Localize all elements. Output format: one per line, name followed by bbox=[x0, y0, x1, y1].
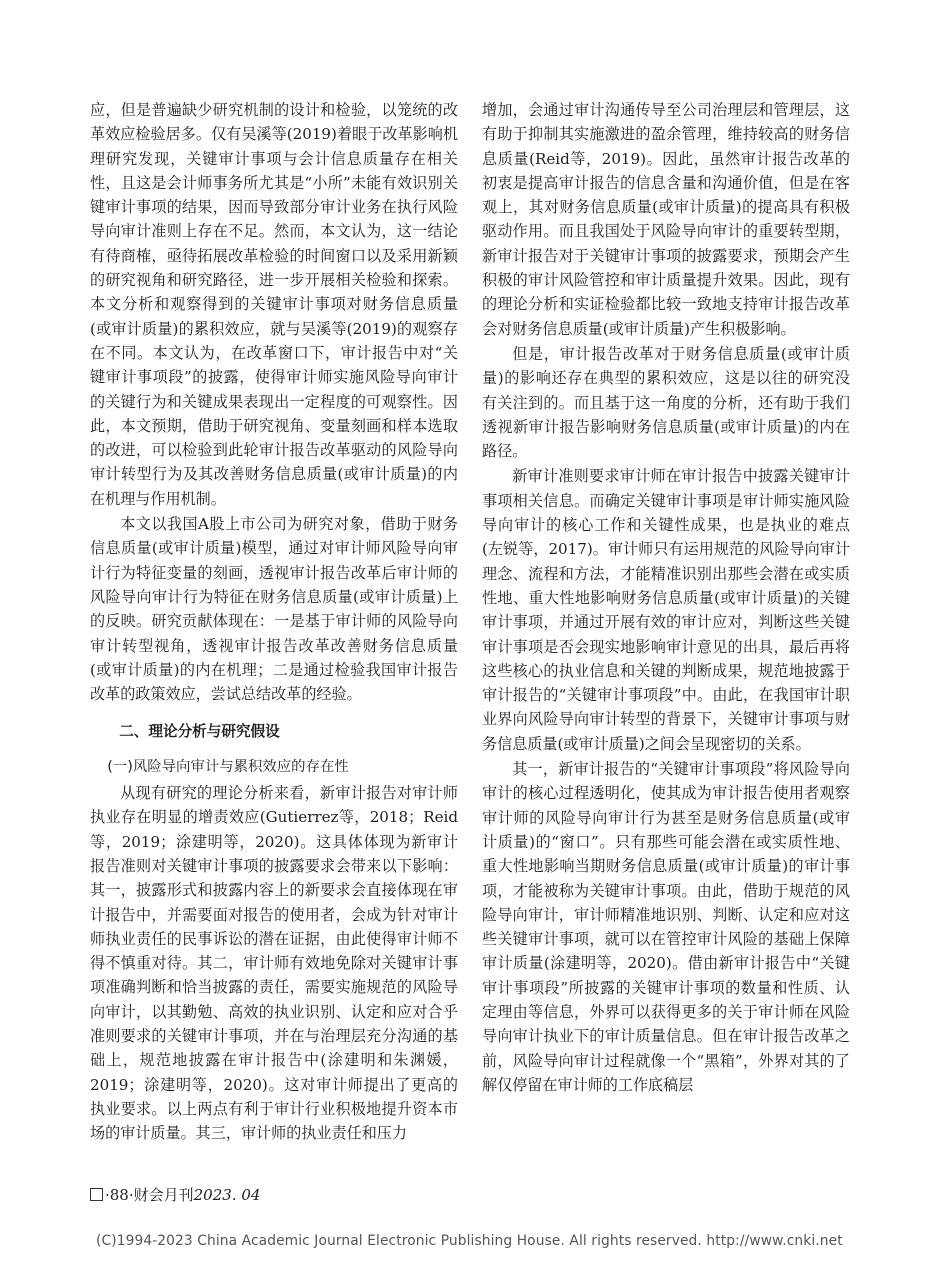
copyright-notice: (C)1994-2023 China Academic Journal Electronic Publishing House. All rights reserved. http://www.cnki.net bbox=[96, 1233, 843, 1249]
right-paragraph-3: 新审计准则要求审计师在审计报告中披露关键审计事项相关信息。而确定关键审计事项是审计师实施风险导向审计的核心工作和关键性成果，也是执业的难点(左锐等，2017)。审计师只有运用规范的风险导向审计理念、流程和方法，才能精准识别出那些会潜在或实质性地、重大性地影响财务信息质量(或审计质量)的关键审计事项，并通过开展有效的审计应对，判断这些关键审计事项是否会现实地影响审计意见的出具，最后再将这些核心的执业信息和关键的判断成果，规范地披露于审计报告的“关键审计事项段”中。由此，在我国审计职业界向风险导向审计转型的背景下，关键审计事项与财务信息质量(或审计质量)之间会呈现密切的关系。 bbox=[482, 467, 850, 753]
left-paragraph-2: 本文以我国A股上市公司为研究对象，借助于财务信息质量(或审计质量)模型，通过对审计师风险导向审计行为特征变量的刻画，透视审计报告改革后审计师的风险导向审计行为特征在财务信息质量(或审计质量)上的反映。研究贡献体现在：一是基于审计师的风险导向审计转型视角，透视审计报告改革改善财务信息质量(或审计质量)的内在机理；二是通过检验我国审计报告改革的政策效应，尝试总结改革的经验。 bbox=[90, 515, 458, 704]
right-paragraph-2: 但是，审计报告改革对于财务信息质量(或审计质量)的影响还存在典型的累积效应，这是以往的研究没有关注到的。而且基于这一角度的分析，还有助于我们透视新审计报告影响财务信息质量(或审计质量)的内在路径。 bbox=[482, 344, 850, 461]
right-paragraph-1: 增加，会通过审计沟通传导至公司治理层和管理层，这有助于抑制其实施激进的盈余管理，维持较高的财务信息质量(Reid等，2019)。因此，虽然审计报告改革的初衷是提高审计报告的信息含量和沟通价值，但是在客观上，其对财务信息质量(或审计质量)的提高具有积极驱动作用。而且我国处于风险导向审计的重要转型期，新审计报告对于关键审计事项的披露要求，预期会产生积极的审计风险管控和审计质量提升效果。因此，现有的理论分析和实证检验都比较一致地支持审计报告改革会对财务信息质量(或审计质量)产生积极影响。 bbox=[482, 101, 850, 338]
left-paragraph-1: 应，但是普遍缺少研究机制的设计和检验，以笼统的改革效应检验居多。仅有吴溪等(2019)着眼于改革影响机理研究发现，关键审计事项与会计信息质量存在相关性，且这是会计师事务所尤其是“小所”未能有效识别关键审计事项的结果，因而导致部分审计业务在执行风险导向审计准则上存在不足。然而，本文认为，这一结论有待商榷，亟待拓展改革检验的时间窗口以及采用新颖的研究视角和研究路径，进一步开展相关检验和探索。本文分析和观察得到的关键审计事项对财务信息质量(或审计质量)的累积效应，就与吴溪等(2019)的观察存在不同。本文认为，在改革窗口下，审计报告中对“关键审计事项段”的披露，使得审计师实施风险导向审计的关键行为和关键成果表现出一定程度的可观察性。因此，本文预期，借助于研究视角、变量刻画和样本选取的改进，可以检验到此轮审计报告改革驱动的风险导向审计转型行为及其改善财务信息质量(或审计质量)的内在机理与作用机制。 bbox=[90, 101, 458, 508]
right-column bbox=[482, 98, 850, 1097]
page-label: ·88·财会月刊 bbox=[105, 1186, 194, 1204]
page-footer bbox=[90, 1184, 260, 1205]
left-paragraph-3: 从现有研究的理论分析来看，新审计报告对审计师执业存在明显的增责效应(Gutierrez等，2018；Reid等，2019；涂建明等，2020)。这具体体现为新审计报告准则对关键审计事项的披露要求会带来以下影响：其一，披露形式和披露内容上的新要求会直接体现在审计报告中，并需要面对报告的使用者，会成为针对审计师执业责任的民事诉讼的潜在证据，由此使得审计师不得不慎重对待。其二，审计师有效地免除对关键审计事项准确判断和恰当披露的责任，需要实施规范的风险导向审计，以其勤勉、高效的执业识别、认定和应对合乎准则要求的关键审计事项，并在与治理层充分沟通的基础上，规范地披露在审计报告中(涂建明和朱渊媛，2019；涂建明等，2020)。这对审计师提出了更高的执业要求。以上两点有利于审计行业积极地提升资本市场的审计质量。其三，审计师的执业责任和压力 bbox=[90, 784, 458, 1143]
subsection-heading: (一)风险导向审计与累积效应的存在性 bbox=[107, 758, 349, 775]
square-icon bbox=[90, 1188, 103, 1201]
right-paragraph-4: 其一，新审计报告的“关键审计事项段”将风险导向审计的核心过程透明化，使其成为审计报告使用者观察审计师的风险导向审计行为甚至是财务信息质量(或审计质量)的“窗口”。只有那些可能会潜在或实质性地、重大性地影响当期财务信息质量(或审计质量)的审计事项，才能被称为关键审计事项。由此，借助于规范的风险导向审计，审计师精准地识别、判断、认定和应对这些关键审计事项，就可以在管控审计风险的基础上保障审计质量(涂建明等，2020)。借由新审计报告中“关键审计事项段”所披露的关键审计事项的数量和性质、认定理由等信息，外界可以获得更多的关于审计师在风险导向审计执业下的审计质量信息。但在审计报告改革之前，风险导向审计过程就像一个“黑箱”，外界对其的了解仅停留在审计师的工作底稿层 bbox=[482, 760, 850, 1094]
section-heading: 二、理论分析与研究假设 bbox=[119, 723, 280, 741]
issue-number: 2023. 04 bbox=[193, 1186, 261, 1204]
left-column bbox=[90, 98, 458, 1145]
